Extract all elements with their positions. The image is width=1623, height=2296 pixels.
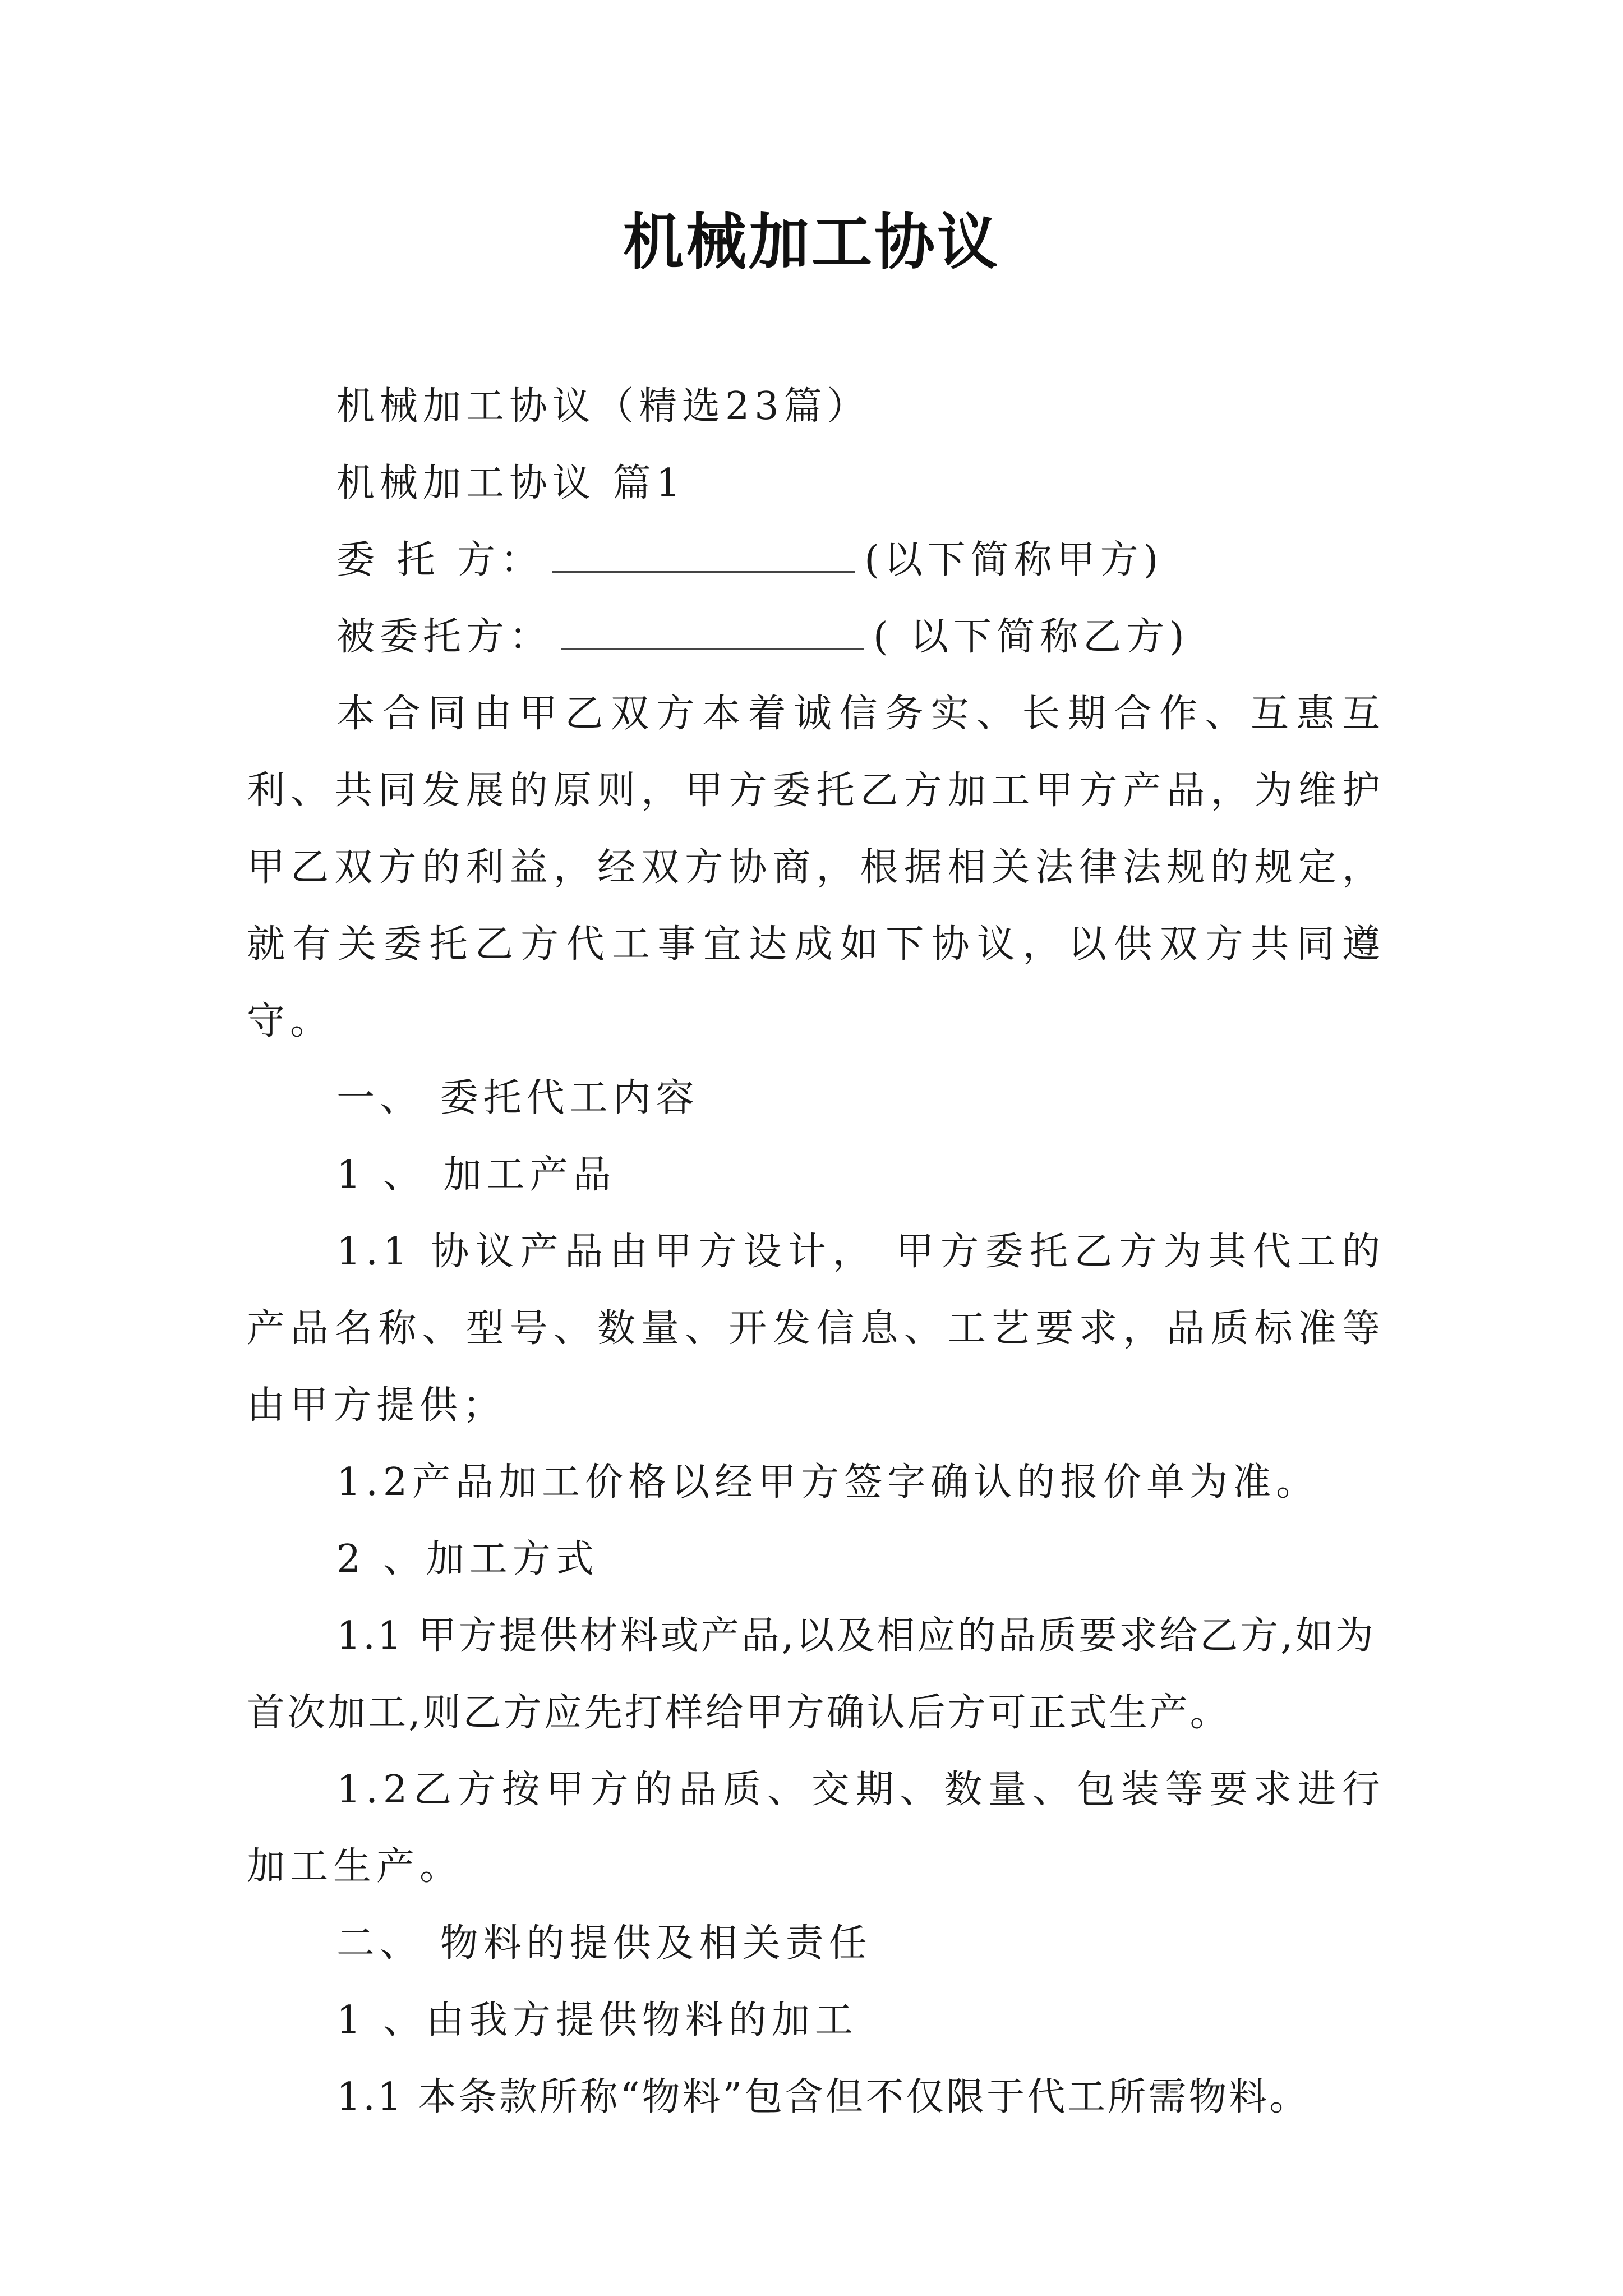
- part2-item1-heading: 1 、由我方提供物料的加工: [336, 1998, 858, 2042]
- part1-heading: 一、 委托代工内容: [336, 1076, 699, 1120]
- contractor-line: [247, 599, 1385, 675]
- page-title: 机械加工协议: [623, 208, 1000, 278]
- item2-2-paragraph: 1.2乙方按甲方的品质、交期、数量、包装等要求进行加工生产。: [247, 1768, 1385, 1889]
- contractor-blank: [561, 614, 864, 650]
- part2-item1-1-paragraph: 1.1 本条款所称“物料”包含但不仅限于代工所需物料。: [336, 2075, 1310, 2119]
- item2-heading: 2 、加工方式: [336, 1537, 599, 1581]
- client-line: [247, 522, 1385, 599]
- client-note: (以下简称甲方): [864, 538, 1164, 582]
- item2-1-paragraph: 1.1 甲方提供材料或产品,以及相应的品质要求给乙方,如为首次加工,则乙方应先打样给甲方确认后方可正式生产。: [247, 1614, 1376, 1735]
- part2-heading: 二、 物料的提供及相关责任: [336, 1921, 872, 1966]
- document-body: [247, 368, 1385, 2136]
- item1-1-paragraph: 1.1 协议产品由甲方设计， 甲方委托乙方为其代工的产品名称、型号、数量、开发信息、工艺要求，品质标准等由甲方提供；: [247, 1230, 1385, 1428]
- section-title: 机械加工协议 篇1: [336, 461, 685, 505]
- client-blank: [552, 537, 855, 573]
- item1-heading: 1 、 加工产品: [336, 1153, 616, 1197]
- item1-2-paragraph: 1.2产品加工价格以经甲方签字确认的报价单为准。: [336, 1460, 1320, 1504]
- contractor-label: 被委托方：: [336, 615, 553, 659]
- client-label: 委 托 方：: [336, 538, 544, 582]
- intro-paragraph: 本合同由甲乙双方本着诚信务实、长期合作、互惠互利、共同发展的原则，甲方委托乙方加工甲方产品，为维护甲乙双方的利益，经双方协商，根据相关法律法规的规定，就有关委托乙方代工事宜达成如下协议，以供双方共同遵守。: [247, 692, 1385, 1043]
- contractor-note: ( 以下简称乙方): [873, 615, 1189, 659]
- subtitle: 机械加工协议（精选23篇）: [336, 384, 870, 429]
